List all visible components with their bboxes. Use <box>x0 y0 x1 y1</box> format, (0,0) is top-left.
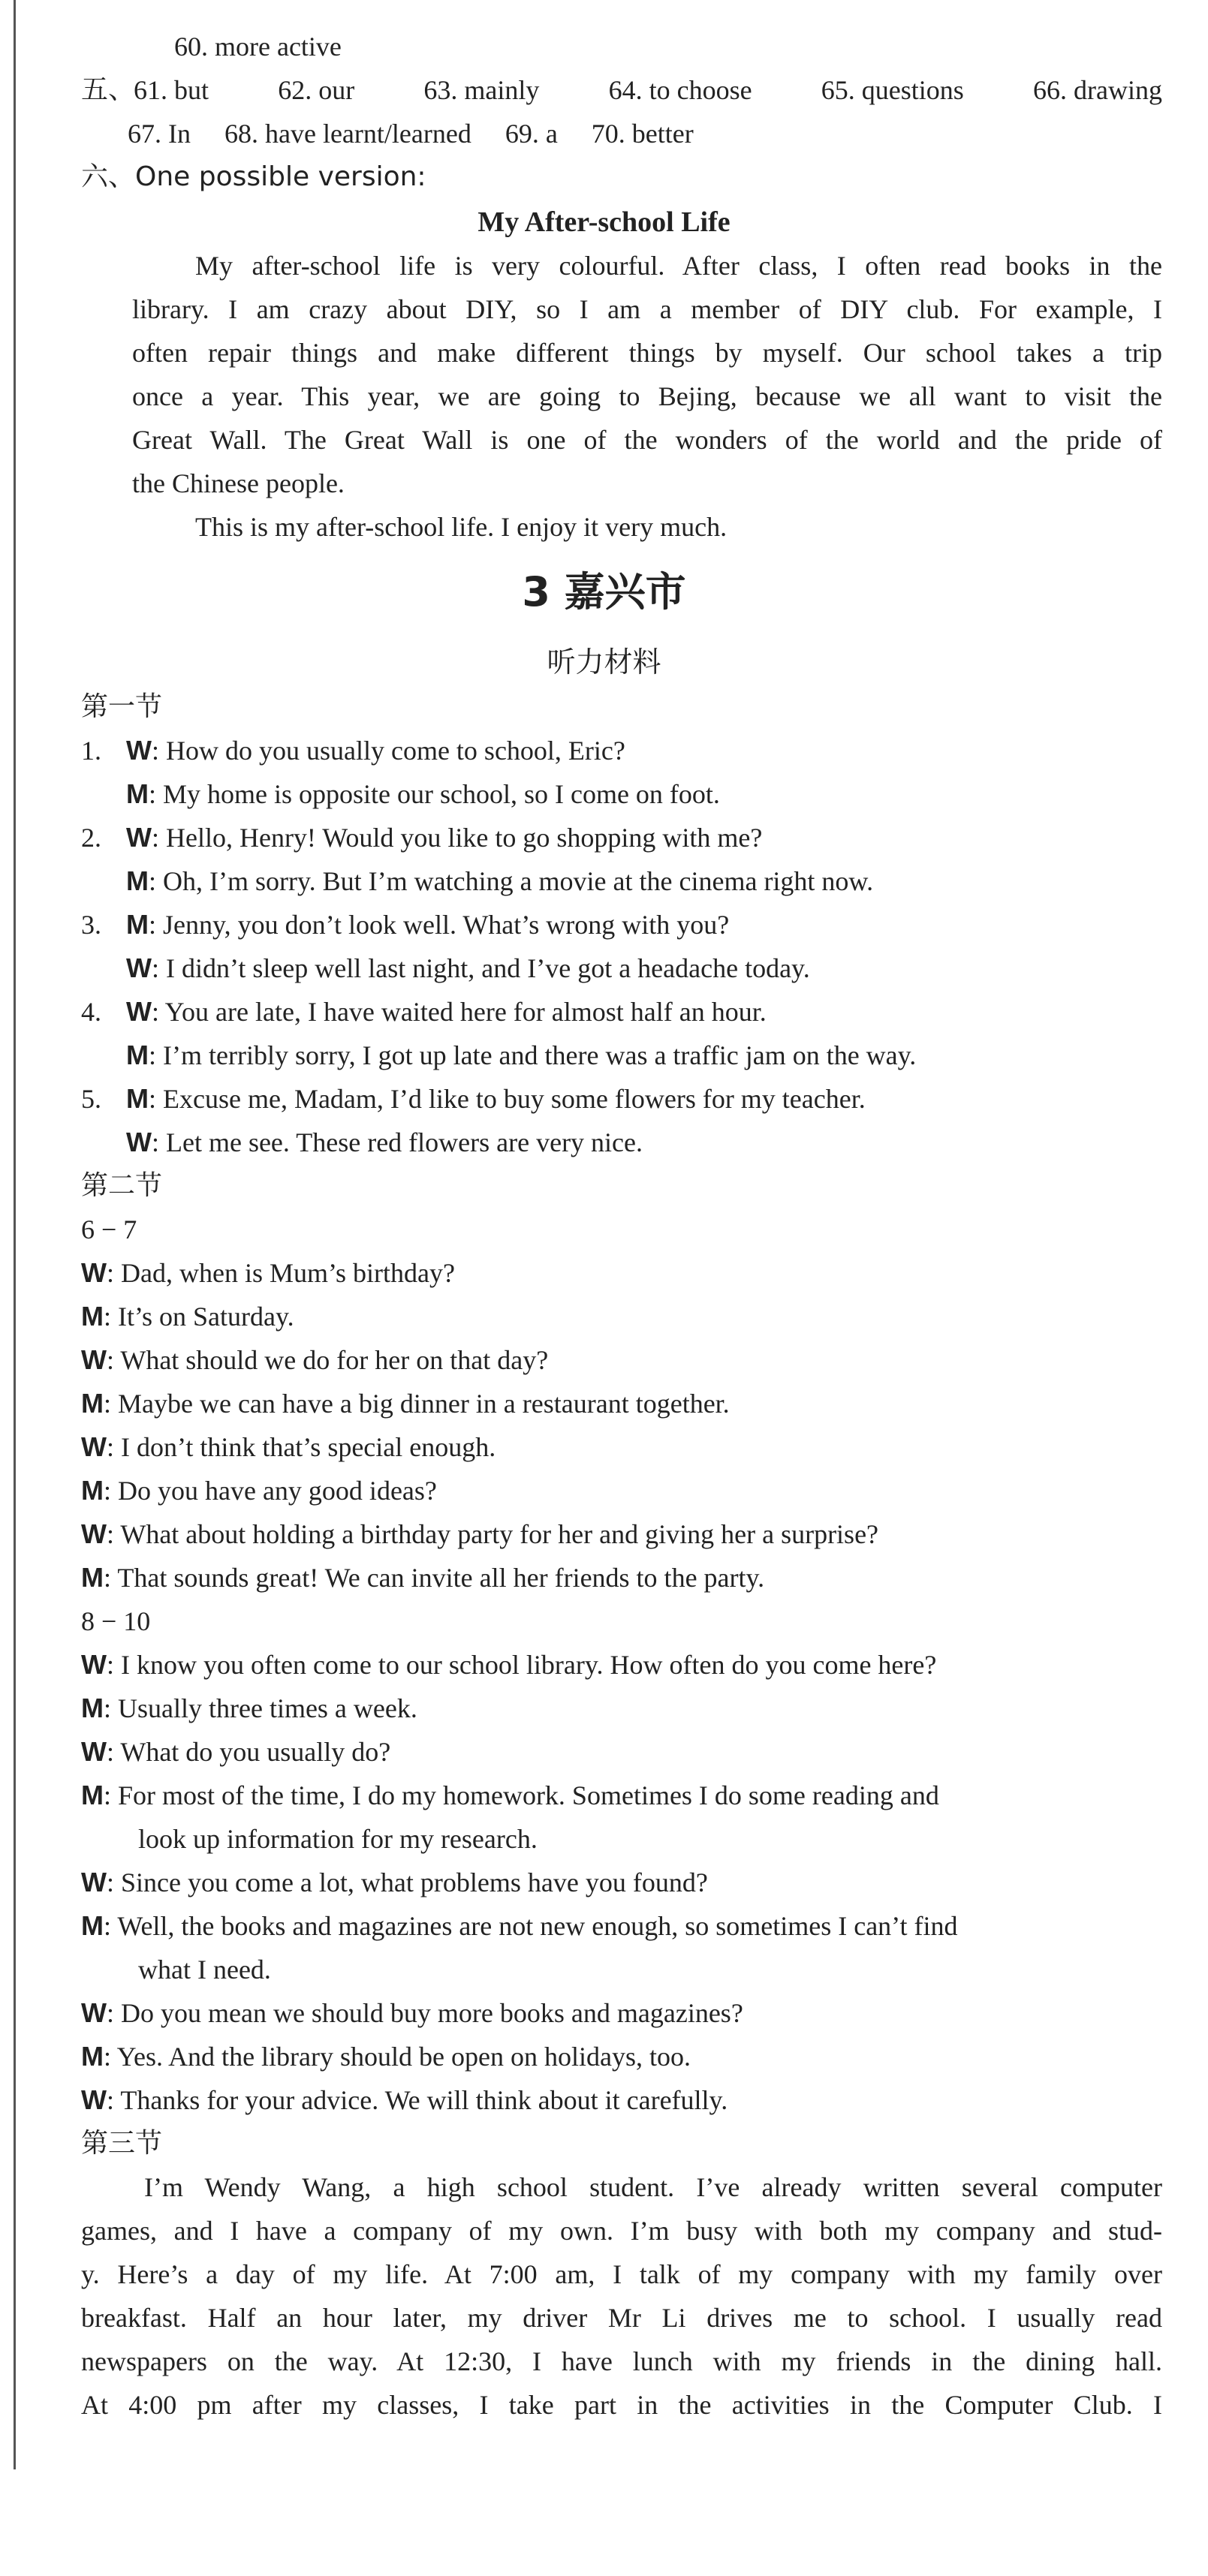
speaker: M <box>126 1040 149 1070</box>
dialog-text: : Do you have any good ideas? <box>104 1476 437 1506</box>
passage-line: At 4:00 pm after my classes, I take part in the activities in the Computer Club. I <box>81 2390 1162 2420</box>
speaker: W <box>81 1431 107 1462</box>
passage-line: games, and I have a company of my own. I’m busy with both my company and stud- <box>81 2216 1162 2246</box>
answer-65: 65. questions <box>821 75 964 105</box>
dialog-continuation: what I need. <box>138 1955 271 1985</box>
speaker: W <box>126 952 152 983</box>
dialog-line <box>126 863 873 899</box>
dialog-text: : Oh, I’m sorry. But I’m watching a movie at the cinema right now. <box>149 866 874 896</box>
section-title: 3 嘉兴市 <box>522 568 686 615</box>
dialog-text: : Let me see. These red flowers are very nice. <box>151 1127 643 1157</box>
speaker: M <box>126 865 149 896</box>
question-range: 8 − 10 <box>81 1606 151 1636</box>
dialog-line <box>126 1037 916 1073</box>
essay-closing: This is my after-school life. I enjoy it very much. <box>195 512 728 542</box>
part2-label: 第二节 <box>81 1170 163 1201</box>
speaker: W <box>81 1649 107 1680</box>
dialog-text: : Since you come a lot, what problems have you found? <box>106 1867 708 1897</box>
passage-line: breakfast. Half an hour later, my driver Mr Li drives me to school. I usually read <box>81 2303 1162 2333</box>
answers-61-66 <box>134 72 1162 108</box>
dialog-line <box>81 1777 939 1813</box>
dialog-text: : Hello, Henry! Would you like to go shopping with me? <box>151 823 763 853</box>
essay-line: My after-school life is very colourful. After class, I often read books in the <box>195 251 1162 281</box>
essay-line: Great Wall. The Great Wall is one of the wonders of the world and the pride of <box>132 425 1162 455</box>
passage-line: newspapers on the way. At 12:30, I have lunch with my friends in the dining hall. <box>81 2346 1162 2376</box>
dialog-text: : Yes. And the library should be open on holidays, too. <box>104 2042 691 2072</box>
speaker: W <box>126 996 152 1027</box>
speaker: M <box>126 1083 149 1114</box>
dialog-text: : What about holding a birthday party for her and giving her a surprise? <box>106 1519 879 1549</box>
answer-62: 62. our <box>278 75 355 105</box>
answer-61: 61. but <box>134 75 209 105</box>
dialog-line <box>126 907 729 943</box>
speaker: W <box>81 1997 107 2028</box>
dialog-line <box>126 1081 866 1117</box>
speaker: M <box>81 1562 104 1593</box>
section-subtitle: 听力材料 <box>547 646 661 679</box>
dialog-line <box>81 1473 437 1509</box>
answer-64: 64. to choose <box>608 75 752 105</box>
speaker: W <box>81 1518 107 1549</box>
dialog-text: : Usually three times a week. <box>104 1693 417 1723</box>
speaker: M <box>81 1780 104 1810</box>
section-6-label: 六、One possible version: <box>81 161 426 192</box>
dialog-line <box>126 950 810 986</box>
dialog-text: : That sounds great! We can invite all her friends to the party. <box>104 1563 765 1593</box>
speaker: W <box>81 1257 107 1288</box>
speaker: M <box>126 909 149 940</box>
dialog-text: : How do you usually come to school, Eric? <box>151 736 625 766</box>
dialog-line <box>81 1734 390 1770</box>
speaker: W <box>81 2084 107 2115</box>
dialog-text: : It’s on Saturday. <box>104 1302 294 1332</box>
section-5-mark: 五、 <box>81 74 136 105</box>
dialog-text: : I’m terribly sorry, I got up late and there was a traffic jam on the way. <box>149 1040 917 1070</box>
dialog-line <box>81 2039 691 2075</box>
dialog-text: : You are late, I have waited here for almost half an hour. <box>151 997 767 1027</box>
question-number: 1. <box>81 736 101 766</box>
question-number: 5. <box>81 1084 101 1114</box>
dialog-line <box>81 1560 764 1596</box>
speaker: M <box>126 778 149 809</box>
essay-line: library. I am crazy about DIY, so I am a member of DIY club. For example, I <box>132 294 1162 324</box>
essay-line: the Chinese people. <box>132 468 345 498</box>
speaker: W <box>81 1867 107 1897</box>
dialog-text: : Excuse me, Madam, I’d like to buy some flowers for my teacher. <box>149 1084 866 1114</box>
speaker: W <box>126 735 152 766</box>
dialog-line <box>81 1647 936 1683</box>
margin-rule <box>14 0 16 2469</box>
dialog-text: : I know you often come to our school library. How often do you come here? <box>106 1650 937 1680</box>
essay-line: often repair things and make different things by myself. Our school takes a trip <box>132 338 1162 368</box>
dialog-line <box>81 1299 294 1335</box>
dialog-text: : Dad, when is Mum’s birthday? <box>106 1258 455 1288</box>
question-number: 3. <box>81 910 101 940</box>
speaker: M <box>81 1475 104 1506</box>
dialog-text: : I don’t think that’s special enough. <box>106 1432 496 1462</box>
answer-63: 63. mainly <box>423 75 540 105</box>
dialog-text: : Do you mean we should buy more books and magazines? <box>106 1998 743 2028</box>
question-number: 2. <box>81 823 101 853</box>
dialog-line <box>81 1429 496 1465</box>
speaker: W <box>81 1736 107 1767</box>
dialog-text: : Jenny, you don’t look well. What’s wrong with you? <box>149 910 730 940</box>
dialog-text: : For most of the time, I do my homework. Sometimes I do some reading and <box>104 1780 939 1810</box>
answer-66: 66. drawing <box>1033 75 1162 105</box>
speaker: W <box>126 1127 152 1157</box>
answers-67-70: 67. In 68. have learnt/learned 69. a 70. better <box>128 119 694 149</box>
question-range: 6 − 7 <box>81 1214 137 1244</box>
dialog-line <box>126 820 762 856</box>
dialog-line <box>81 1516 878 1552</box>
dialog-line <box>126 733 625 769</box>
dialog-line <box>81 1342 548 1378</box>
dialog-line <box>81 1386 730 1422</box>
part3-label: 第三节 <box>81 2128 163 2159</box>
dialog-line <box>126 776 720 812</box>
answer-60: 60. more active <box>174 32 342 62</box>
essay-title: My After-school Life <box>477 206 731 238</box>
speaker: W <box>81 1344 107 1375</box>
passage-line: I’m Wendy Wang, a high school student. I’ve already written several computer <box>144 2172 1162 2202</box>
dialog-text: : Well, the books and magazines are not new enough, so sometimes I can’t find <box>104 1911 958 1941</box>
dialog-line <box>81 1995 743 2031</box>
dialog-line <box>81 1255 455 1291</box>
dialog-text: : What do you usually do? <box>106 1737 391 1767</box>
speaker: M <box>81 1388 104 1419</box>
part1-label: 第一节 <box>81 691 163 722</box>
dialog-text: : My home is opposite our school, so I come on foot. <box>149 779 720 809</box>
dialog-continuation: look up information for my research. <box>138 1824 538 1854</box>
dialog-line <box>126 1124 643 1160</box>
speaker: M <box>81 1910 104 1941</box>
dialog-line <box>126 994 767 1030</box>
speaker: M <box>81 1301 104 1332</box>
dialog-line <box>81 2082 728 2118</box>
speaker: M <box>81 1693 104 1723</box>
dialog-text: : Maybe we can have a big dinner in a restaurant together. <box>104 1389 730 1419</box>
dialog-text: : What should we do for her on that day? <box>106 1345 549 1375</box>
dialog-text: : I didn’t sleep well last night, and I’ve got a headache today. <box>151 953 810 983</box>
dialog-line <box>81 1864 708 1900</box>
dialog-line <box>81 1908 958 1944</box>
essay-line: once a year. This year, we are going to Bejing, because we all want to visit the <box>132 381 1162 411</box>
dialog-text: : Thanks for your advice. We will think about it carefully. <box>106 2085 728 2115</box>
question-number: 4. <box>81 997 101 1027</box>
speaker: W <box>126 822 152 853</box>
dialog-line <box>81 1690 417 1726</box>
speaker: M <box>81 2041 104 2072</box>
passage-line: y. Here’s a day of my life. At 7:00 am, I talk of my company with my family over <box>81 2259 1162 2289</box>
